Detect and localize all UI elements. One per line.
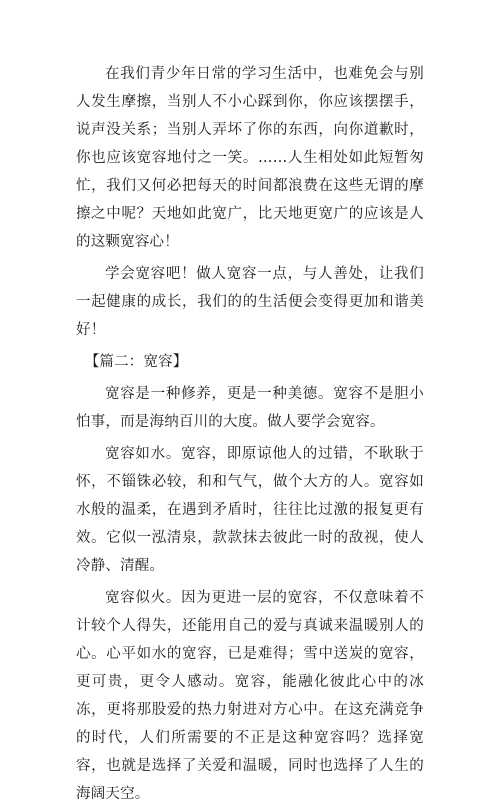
paragraph-learn-tolerance: 学会宽容吧！做人宽容一点，与人善处，让我们一起健康的成长，我们的的生活便会变得更加和谐美好！ — [76, 266, 424, 338]
document-body — [76, 60, 424, 812]
paragraph-friction: 在我们青少年日常的学习生活中，也难免会与别人发生摩擦，当别人不小心踩到你，你应该摆摆手，说声没关系；当别人弄坏了你的东西，向你道歉时，你也应该宽容地付之一笑。……人生相处如此短暂匆忙，我们又何必把每天的时间都浪费在这些无谓的摩擦之中呢？天地如此宽广，比天地更宽广的应该是人的这颗宽容心！ — [76, 66, 424, 250]
paragraph-tolerance-fire: 宽容似火。因为更进一层的宽容，不仅意味着不计较个人得失，还能用自己的爱与真诚来温暖别人的心。心平如水的宽容，已是难得；雪中送炭的宽容，更可贵，更令人感动。宽容，能融化彼此心中的冰冻，更将那股爱的热力射进对方心中。在这充满竞争的时代，人们所需要的不正是这种宽容吗？选择宽容，也就是选择了关爱和温暖，同时也选择了人生的海阔天空。 — [76, 590, 424, 802]
paragraph-tolerance-virtue: 宽容是一种修养，更是一种美德。宽容不是胆小怕事，而是海纳百川的大度。做人要学会宽容。 — [76, 386, 424, 430]
paragraph-tolerance-water: 宽容如水。宽容，即原谅他人的过错，不耿耿于怀，不锱铢必较，和和气气，做个大方的人。宽容如水般的温柔，在遇到矛盾时，往往比过激的报复更有效。它似一泓清泉，款款抹去彼此一时的敌视，使人冷静、清醒。 — [76, 446, 424, 574]
section-heading: 【篇二：宽容】 — [84, 354, 188, 370]
